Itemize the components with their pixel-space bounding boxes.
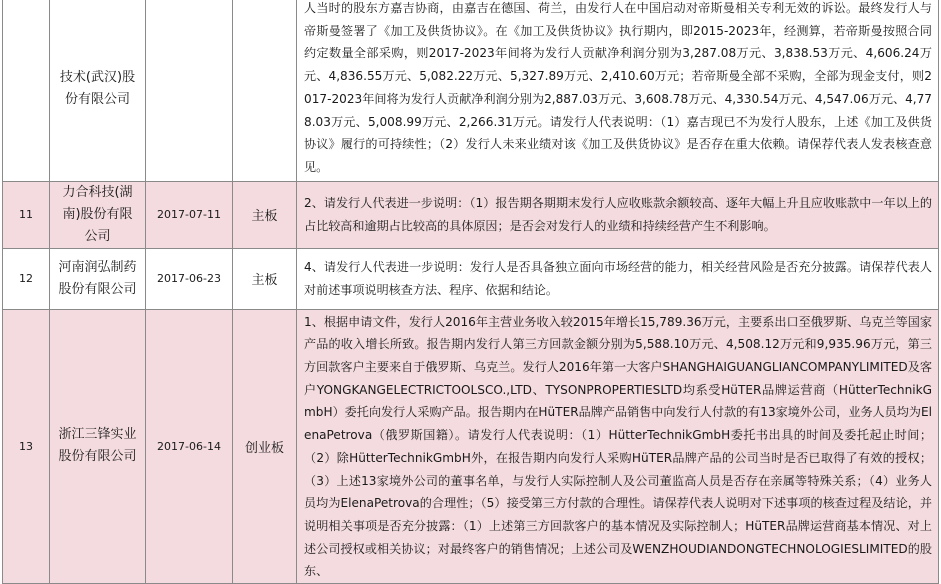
inquiry-text: 1、根据申请文件，发行人2016年主营业务收入较2015年增长15,789.36万元，主要系出口至俄罗斯、乌克兰等国家产品的收入增长所致。报告期内发行人第三方回款金额分别为5,588.10万元、4,508.12万元和9,935.96万元，第三方回款客户主要来自于俄罗斯、乌克兰。发行人2016年第一大客户SHANGHAIGUANGLIANCOMPANYLIMITED及客户YONGKANGELECTRICTOOLSCO.,LTD、TYSONPROPERTIESLTD均系受HüTER品牌运营商（HütterTechnikGmbH）委托向发行人采购产品。报告期内在HüTER品牌产品销售中向发行人付款的有13家境外公司，业务人员均为ElenaPetrova（俄罗斯国籍）。请发行人代表说明：（1）HütterTechnikGmbH委托书出具的时间及委托起止时间；（2）除HütterTechnikGmbH外，在报告期内向发行人采购HüTER品牌产品的公司当时是否已取得了有效的授权；（3）上述13家境外公司的董事名单，与发行人实际控制人及公司董监高人员是否存在亲属等特殊关系；（4）业务人员均为ElenaPetrova的合理性；（5）接受第三方付款的合理性。请保荐代表人说明对下述事项的核查过程及结论，并说明相关事项是否充分披露：（1）上述第三方回款客户的基本情况及实际控制人；HüTER品牌运营商基本情况、对上述公司授权或相关协议；对最终客户的销售情况；上述公司及WENZHOUDIANDONGTECHNOLOGIESLIMITED的股东、 [297, 309, 939, 583]
disclosure-table [2, 0, 939, 584]
inquiry-text: 4、请发行人代表进一步说明：发行人是否具备独立面向市场经营的能力，相关经营风险是否充分披露。请保荐代表人对前述事项说明核查方法、程序、依据和结论。 [297, 248, 939, 309]
listing-board [233, 0, 297, 181]
table-row [3, 309, 939, 583]
review-date: 2017-06-23 [146, 248, 233, 309]
listing-board: 主板 [233, 181, 297, 248]
company-name: 浙江三锋实业股份有限公司 [50, 309, 146, 583]
table-row [3, 0, 939, 181]
review-date: 2017-07-11 [146, 181, 233, 248]
inquiry-text: 人当时的股东方嘉吉协商，由嘉吉在德国、荷兰，由发行人在中国启动对帝斯曼相关专利无效的诉讼。最终发行人与帝斯曼签署了《加工及供货协议》。在《加工及供货协议》执行期内，即2015-2023年，经测算，若帝斯曼按照合同约定数量全部采购，则2017-2023年间将为发行人贡献净利润分别为3,287.08万元、3,838.53万元、4,606.24万元、4,836.55万元、5,082.22万元、5,327.89万元、2,410.60万元；若帝斯曼全部不采购，全部为现金支付，则2017-2023年间将为发行人贡献净利润分别为2,887.03万元、3,608.78万元、4,330.54万元、4,547.06万元、4,778.03万元、5,008.99万元、2,266.31万元。请发行人代表说明：（1）嘉吉现已不为发行人股东，上述《加工及供货协议》履行的可持续性；（2）发行人未来业绩对该《加工及供货协议》是否存在重大依赖。请保荐代表人发表核查意见。 [297, 0, 939, 181]
review-date [146, 0, 233, 181]
listing-board: 主板 [233, 248, 297, 309]
company-name: 河南润弘制药股份有限公司 [50, 248, 146, 309]
inquiry-text: 2、请发行人代表进一步说明：（1）报告期各期期末发行人应收账款余额较高、逐年大幅上升且应收账款中一年以上的占比较高和逾期占比较高的具体原因；是否会对发行人的业绩和持续经营产生不利影响。 [297, 181, 939, 248]
row-number [3, 0, 50, 181]
row-number: 13 [3, 309, 50, 583]
row-number: 12 [3, 248, 50, 309]
review-date: 2017-06-14 [146, 309, 233, 583]
row-number: 11 [3, 181, 50, 248]
table-row [3, 248, 939, 309]
company-name: 技术(武汉)股份有限公司 [50, 0, 146, 181]
table-row [3, 181, 939, 248]
company-name: 力合科技(湖南)股份有限公司 [50, 181, 146, 248]
listing-board: 创业板 [233, 309, 297, 583]
